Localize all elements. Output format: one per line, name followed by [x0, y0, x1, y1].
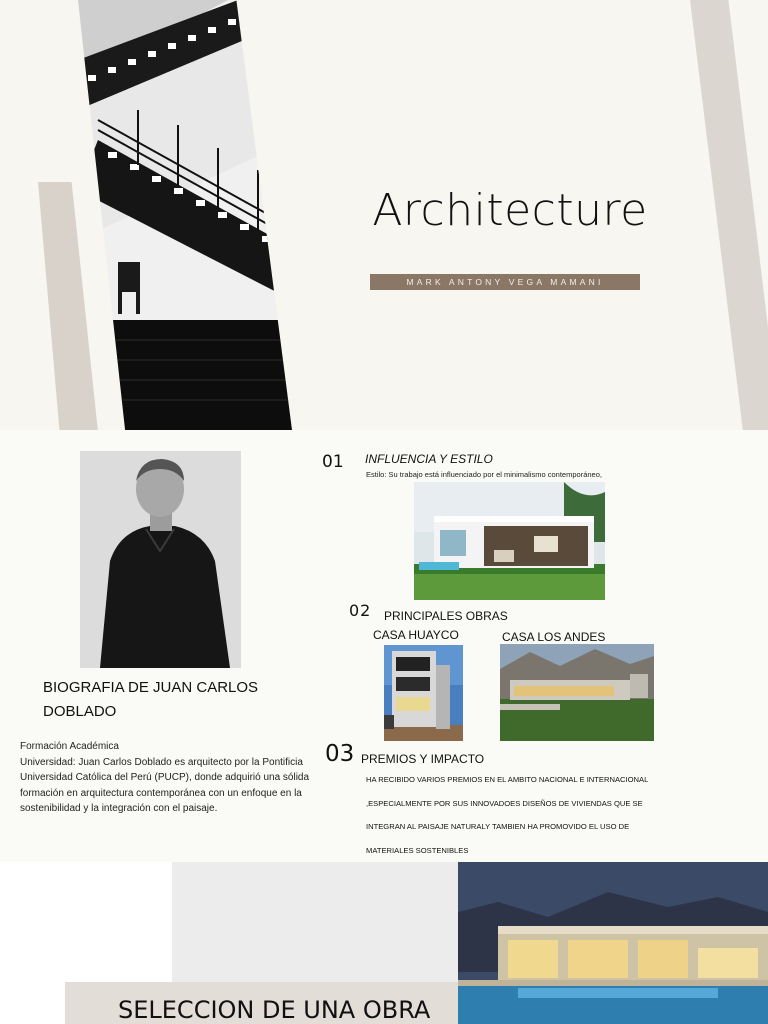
bio-title-line2: DOBLADO — [43, 703, 117, 720]
house-night-photo — [458, 862, 768, 1024]
section-number-01: 01 — [322, 452, 344, 472]
work-label-casa-los-andes: CASA LOS ANDES — [502, 630, 606, 644]
section-title-premios: PREMIOS Y IMPACTO — [361, 752, 485, 766]
section-number-02: 02 — [349, 601, 372, 620]
casa-los-andes-photo — [500, 644, 654, 741]
premios-text-line: ,ESPECIALMENTE POR SUS INNOVADOES DISEÑOS DE VIVIENDAS QUE SE — [366, 798, 643, 808]
section-number-03: 03 — [325, 741, 355, 767]
bio-text-line: Formación Académica — [20, 741, 119, 752]
work-label-casa-huayco: CASA HUAYCO — [373, 628, 459, 642]
portrait-photo — [80, 451, 241, 668]
premios-text-line: HA RECIBIDO VARIOS PREMIOS EN EL AMBITO NACIONAL E INTERNACIONAL — [366, 775, 649, 784]
bio-text-line: Universidad Católica del Perú (PUCP), donde adquirió una sólida — [20, 772, 310, 783]
bio-title-line1: BIOGRAFIA DE JUAN CARLOS — [43, 679, 259, 696]
decorative-band-right — [690, 0, 768, 430]
decorative-band-left — [38, 182, 98, 430]
page3-title: SELECCION DE UNA OBRA — [118, 996, 431, 1024]
staircase-photo — [78, 0, 292, 430]
section-text-estilo: Estilo: Su trabajo está influenciado por el minimalismo contemporáneo, — [366, 470, 602, 479]
cover-page — [0, 0, 768, 430]
premios-text-line: INTEGRAN AL PAISAJE NATURALY TAMBIEN HA PROMOVIDO EL USO DE — [366, 822, 630, 832]
premios-text-line: MATERIALES SOSTENIBLES — [366, 845, 469, 855]
content-page — [0, 430, 768, 862]
bio-text-line: sostenibilidad y la integración con el paisaje. — [20, 803, 218, 814]
bio-text-line: formación en arquitectura contemporánea con un enfoque en la — [20, 787, 302, 799]
author-name-bar: MARK ANTONY VEGA MAMANI — [370, 274, 640, 290]
bio-text-line: Universidad: Juan Carlos Doblado es arquitecto por la Pontificia — [20, 756, 303, 768]
bio-text — [20, 739, 330, 817]
section-title-influencia: INFLUENCIA Y ESTILO — [365, 452, 493, 466]
cover-title: Architecture — [372, 185, 648, 236]
modern-house-photo — [414, 482, 605, 600]
bio-title — [43, 676, 293, 724]
section-text-premios — [366, 768, 686, 862]
casa-huayco-photo — [384, 645, 463, 741]
obra-page — [0, 862, 768, 1024]
section-title-obras: PRINCIPALES OBRAS — [384, 609, 508, 623]
